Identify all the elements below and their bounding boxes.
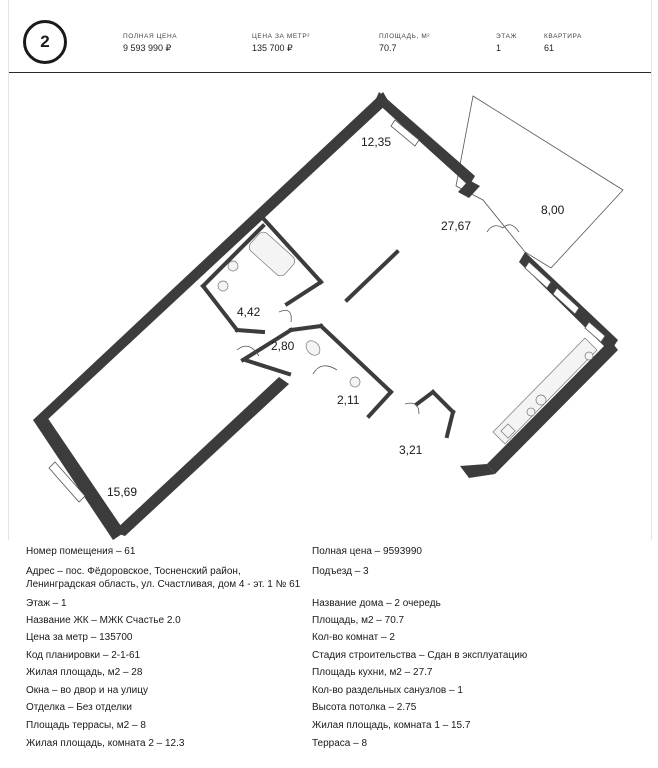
full-price-value: 9 593 990 ₽ — [123, 43, 172, 53]
floor-value: 1 — [496, 43, 502, 53]
area-label: ПЛОЩАДЬ, М² — [379, 33, 431, 40]
detail-kitchen-area: Площадь кухни, м2 – 27.7 — [312, 667, 433, 678]
floor-plan-drawing — [9, 80, 651, 540]
detail-room-number: Номер помещения – 61 — [26, 546, 136, 557]
detail-total-area: Площадь, м2 – 70.7 — [312, 615, 405, 626]
price-per-meter-block — [252, 33, 310, 54]
detail-entrance: Подъезд – 3 — [312, 566, 369, 577]
summary-header — [9, 0, 651, 73]
room-area-bedroom-top: 12,35 — [361, 135, 392, 149]
apartment-block — [544, 33, 582, 53]
detail-floor: Этаж – 1 — [26, 598, 67, 609]
detail-address-line-1: Адрес – пос. Фёдоровское, Тосненский район, — [26, 566, 241, 577]
kitchen-counter — [493, 338, 597, 444]
detail-ceiling-height: Высота потолка – 2.75 — [312, 702, 417, 713]
room-area-bathroom: 4,42 — [237, 305, 261, 319]
detail-building-name: Название дома – 2 очередь — [312, 598, 441, 609]
detail-complex-name: Название ЖК – МЖК Счастье 2.0 — [26, 615, 181, 626]
room-area-terrace: 8,00 — [541, 203, 565, 217]
detail-room-1-area: Жилая площадь, комната 1 – 15.7 — [312, 720, 471, 731]
detail-bathroom-count: Кол-во раздельных санузлов – 1 — [312, 685, 463, 696]
detail-windows: Окна – во двор и на улицу — [26, 685, 148, 696]
area-block — [379, 33, 430, 53]
detail-room-count: Кол-во комнат – 2 — [312, 632, 395, 643]
detail-room-2-area: Жилая площадь, комната 2 – 12.3 — [26, 738, 185, 749]
room-area-bedroom-bottom: 15,69 — [107, 485, 138, 499]
room-area-living-kitchen: 27,67 — [441, 219, 472, 233]
price-per-meter-label: ЦЕНА ЗА МЕТР² — [252, 33, 311, 40]
apartment-label: КВАРТИРА — [544, 33, 582, 40]
detail-full-price: Полная цена – 9593990 — [312, 546, 422, 557]
floor-block — [496, 33, 517, 53]
room-area-corridor: 3,21 — [399, 443, 423, 457]
detail-construction-stage: Стадия строительства – Сдан в эксплуатацию — [312, 650, 528, 661]
detail-finishing: Отделка – Без отделки — [26, 702, 132, 713]
detail-price-per-meter: Цена за метр – 135700 — [26, 632, 133, 643]
room-area-wc: 2,11 — [337, 393, 360, 407]
area-value: 70.7 — [379, 43, 397, 53]
detail-address-line-2: Ленинградская область, ул. Счастливая, дом 4 - эт. 1 № 61 — [26, 579, 301, 590]
apartment-number-badge: 2 — [23, 20, 67, 64]
floor-label: ЭТАЖ — [496, 33, 518, 40]
full-price-block — [123, 33, 177, 54]
price-per-meter-value: 135 700 ₽ — [252, 43, 293, 53]
room-area-hall: 2,80 — [271, 339, 295, 353]
terrace-outline — [456, 96, 623, 268]
detail-terrace-area: Площадь террасы, м2 – 8 — [26, 720, 146, 731]
floorplan-sheet — [8, 0, 652, 540]
detail-layout-code: Код планировки – 2-1-61 — [26, 650, 141, 661]
interior-walls — [203, 216, 453, 436]
apartment-value: 61 — [544, 43, 555, 53]
full-price-label: ПОЛНАЯ ЦЕНА — [123, 33, 178, 40]
detail-terrace: Терраса – 8 — [312, 738, 368, 749]
detail-living-area: Жилая площадь, м2 – 28 — [26, 667, 143, 678]
